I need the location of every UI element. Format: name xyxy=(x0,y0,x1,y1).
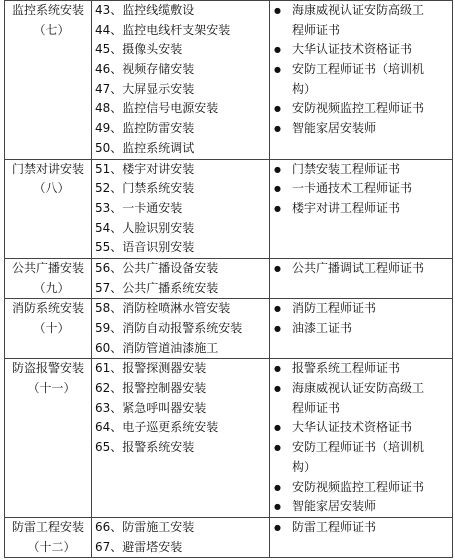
certificate-line: 大华认证技术资格证书 xyxy=(292,420,413,435)
course-item: 61、报警探测器安装 xyxy=(95,361,207,376)
certificate-line: 楼宇对讲工程师证书 xyxy=(292,200,401,215)
course-item: 56、公共广播设备安装 xyxy=(95,260,219,275)
category-title: 门禁对讲安装 xyxy=(12,161,85,176)
certificate-line: 防雷工程师证书 xyxy=(292,519,377,534)
certificate-line: 安防工程师证书（培训机 xyxy=(292,440,425,455)
course-item: 47、大屏显示安装 xyxy=(95,81,195,96)
items-cell xyxy=(92,299,270,359)
certificate-entry xyxy=(270,199,452,219)
items-cell xyxy=(92,1,270,160)
course-item: 50、监控系统调试 xyxy=(95,140,195,155)
category-cell xyxy=(5,359,92,518)
table-row xyxy=(5,517,453,557)
certificates-cell xyxy=(270,258,453,298)
certificate-line: 海康威视认证安防高级工 xyxy=(292,3,425,17)
course-item: 54、人脸识别安装 xyxy=(95,220,195,235)
certificate-line: 公共广播调试工程师证书 xyxy=(292,260,425,275)
bullet-icon: ● xyxy=(274,423,281,433)
certificate-text xyxy=(292,1,452,40)
certificate-line: 大华认证技术资格证书 xyxy=(292,42,413,57)
certificate-line: 海康威视认证安防高级工 xyxy=(292,381,425,396)
table-row xyxy=(5,258,453,298)
certificates-cell xyxy=(270,359,453,518)
category-cell xyxy=(5,517,92,557)
course-item: 60、消防管道油漆施工 xyxy=(95,340,219,355)
table-body xyxy=(5,1,453,558)
bullet-icon: ● xyxy=(274,6,281,15)
certificate-line: 安防视频监控工程师证书 xyxy=(292,479,425,494)
certificate-entry xyxy=(270,319,452,339)
course-item: 55、语音识别安装 xyxy=(95,240,195,255)
course-item: 57、公共广播系统安装 xyxy=(95,280,219,295)
certificate-line: 程师证书 xyxy=(292,22,341,37)
certificate-line: 安防工程师证书（培训机 xyxy=(292,62,425,77)
certificate-entry xyxy=(270,518,452,538)
course-item: 64、电子巡更系统安装 xyxy=(95,420,219,435)
certificates-cell xyxy=(270,517,453,557)
certificate-text xyxy=(292,359,452,379)
certificates-cell xyxy=(270,299,453,359)
certificates-cell xyxy=(270,159,453,258)
category-cell xyxy=(5,299,92,359)
course-item: 63、紧急呼叫器安装 xyxy=(95,400,207,415)
certificate-text xyxy=(292,259,452,279)
certificate-entry xyxy=(270,418,452,438)
certificate-entry xyxy=(270,478,452,498)
certificate-entry xyxy=(270,259,452,279)
table-row xyxy=(5,159,453,258)
course-item: 49、监控防雷安装 xyxy=(95,121,195,136)
category-cell xyxy=(5,258,92,298)
certificate-line: 消防工程师证书 xyxy=(292,301,377,316)
certificate-line: 智能家居安装师 xyxy=(292,499,377,514)
table-row xyxy=(5,1,453,160)
category-number: （九） xyxy=(33,280,70,295)
certificate-entry xyxy=(270,160,452,180)
bullet-icon: ● xyxy=(274,203,281,213)
course-item: 44、监控电线杆支架安装 xyxy=(95,22,231,37)
certificate-line: 构） xyxy=(292,459,317,474)
bullet-icon: ● xyxy=(274,522,281,532)
course-item: 62、报警控制器安装 xyxy=(95,381,207,396)
certificate-text xyxy=(292,438,452,477)
category-title: 防雷工程安装 xyxy=(12,519,85,534)
certificate-entry xyxy=(270,438,452,477)
certificate-entry xyxy=(270,359,452,379)
certificate-entry xyxy=(270,99,452,119)
category-title: 消防系统安装 xyxy=(12,301,85,316)
items-cell xyxy=(92,159,270,258)
bullet-icon: ● xyxy=(274,364,281,374)
category-number: （十） xyxy=(33,321,70,335)
certificate-text xyxy=(292,119,452,139)
bullet-icon: ● xyxy=(274,482,281,492)
training-table xyxy=(4,0,453,558)
category-number: （八） xyxy=(33,181,70,196)
certificate-text xyxy=(292,160,452,180)
course-item: 52、门禁系统安装 xyxy=(95,181,195,196)
certificate-text xyxy=(292,299,452,319)
bullet-icon: ● xyxy=(274,184,281,194)
certificate-entry xyxy=(270,1,452,40)
certificate-text xyxy=(292,518,452,538)
certificate-text xyxy=(292,199,452,219)
course-item: 53、一卡通安装 xyxy=(95,200,183,215)
course-item: 58、消防栓喷淋水管安装 xyxy=(95,301,231,316)
certificate-text xyxy=(292,179,452,199)
bullet-icon: ● xyxy=(274,164,281,174)
category-number: （十一） xyxy=(27,381,76,396)
table-row xyxy=(5,359,453,518)
certificate-entry xyxy=(270,119,452,139)
course-item: 48、监控信号电源安装 xyxy=(95,101,219,116)
bullet-icon: ● xyxy=(274,263,281,273)
bullet-icon: ● xyxy=(274,45,281,55)
items-cell xyxy=(92,359,270,518)
bullet-icon: ● xyxy=(274,65,281,75)
bullet-icon: ● xyxy=(274,502,281,512)
certificate-entry xyxy=(270,379,452,418)
category-title: 公共广播安装 xyxy=(12,260,85,275)
course-item: 51、楼宇对讲安装 xyxy=(95,161,195,176)
certificate-text xyxy=(292,478,452,498)
category-cell xyxy=(5,159,92,258)
certificate-entry xyxy=(270,60,452,99)
course-item: 65、报警系统安装 xyxy=(95,440,195,455)
bullet-icon: ● xyxy=(274,124,281,134)
category-title: 防盗报警安装 xyxy=(12,361,85,376)
certificate-entry xyxy=(270,40,452,60)
course-item: 45、摄像头安装 xyxy=(95,42,183,57)
bullet-icon: ● xyxy=(274,443,281,453)
certificate-line: 门禁安装工程师证书 xyxy=(292,161,401,176)
table-row xyxy=(5,299,453,359)
certificate-text xyxy=(292,379,452,418)
course-item: 59、消防自动报警系统安装 xyxy=(95,321,243,335)
course-item: 43、监控线缆敷设 xyxy=(95,3,195,17)
certificate-line: 智能家居安装师 xyxy=(292,121,377,136)
certificate-entry xyxy=(270,299,452,319)
course-item: 66、防雷施工安装 xyxy=(95,519,195,534)
certificate-text xyxy=(292,497,452,517)
course-item: 46、视频存储安装 xyxy=(95,62,195,77)
category-cell xyxy=(5,1,92,160)
certificates-cell xyxy=(270,1,453,160)
certificate-text xyxy=(292,319,452,339)
items-cell xyxy=(92,258,270,298)
category-number: （十二） xyxy=(27,539,76,554)
certificate-text xyxy=(292,418,452,438)
certificate-text xyxy=(292,60,452,99)
certificate-line: 油漆工证书 xyxy=(292,321,353,336)
items-cell xyxy=(92,517,270,557)
certificate-line: 报警系统工程师证书 xyxy=(292,361,401,376)
certificate-line: 程师证书 xyxy=(292,400,341,415)
category-number: （七） xyxy=(33,22,70,37)
certificate-line: 安防视频监控工程师证书 xyxy=(292,101,425,116)
certificate-line: 构） xyxy=(292,81,317,96)
category-title: 监控系统安装 xyxy=(12,3,85,17)
bullet-icon: ● xyxy=(274,324,281,334)
certificate-text xyxy=(292,99,452,119)
certificate-text xyxy=(292,40,452,60)
certificate-entry xyxy=(270,497,452,517)
bullet-icon: ● xyxy=(274,304,281,314)
course-item: 67、避雷塔安装 xyxy=(95,539,183,554)
certificate-entry xyxy=(270,179,452,199)
certificate-line: 一卡通技术工程师证书 xyxy=(292,181,413,196)
bullet-icon: ● xyxy=(274,384,281,394)
bullet-icon: ● xyxy=(274,104,281,114)
